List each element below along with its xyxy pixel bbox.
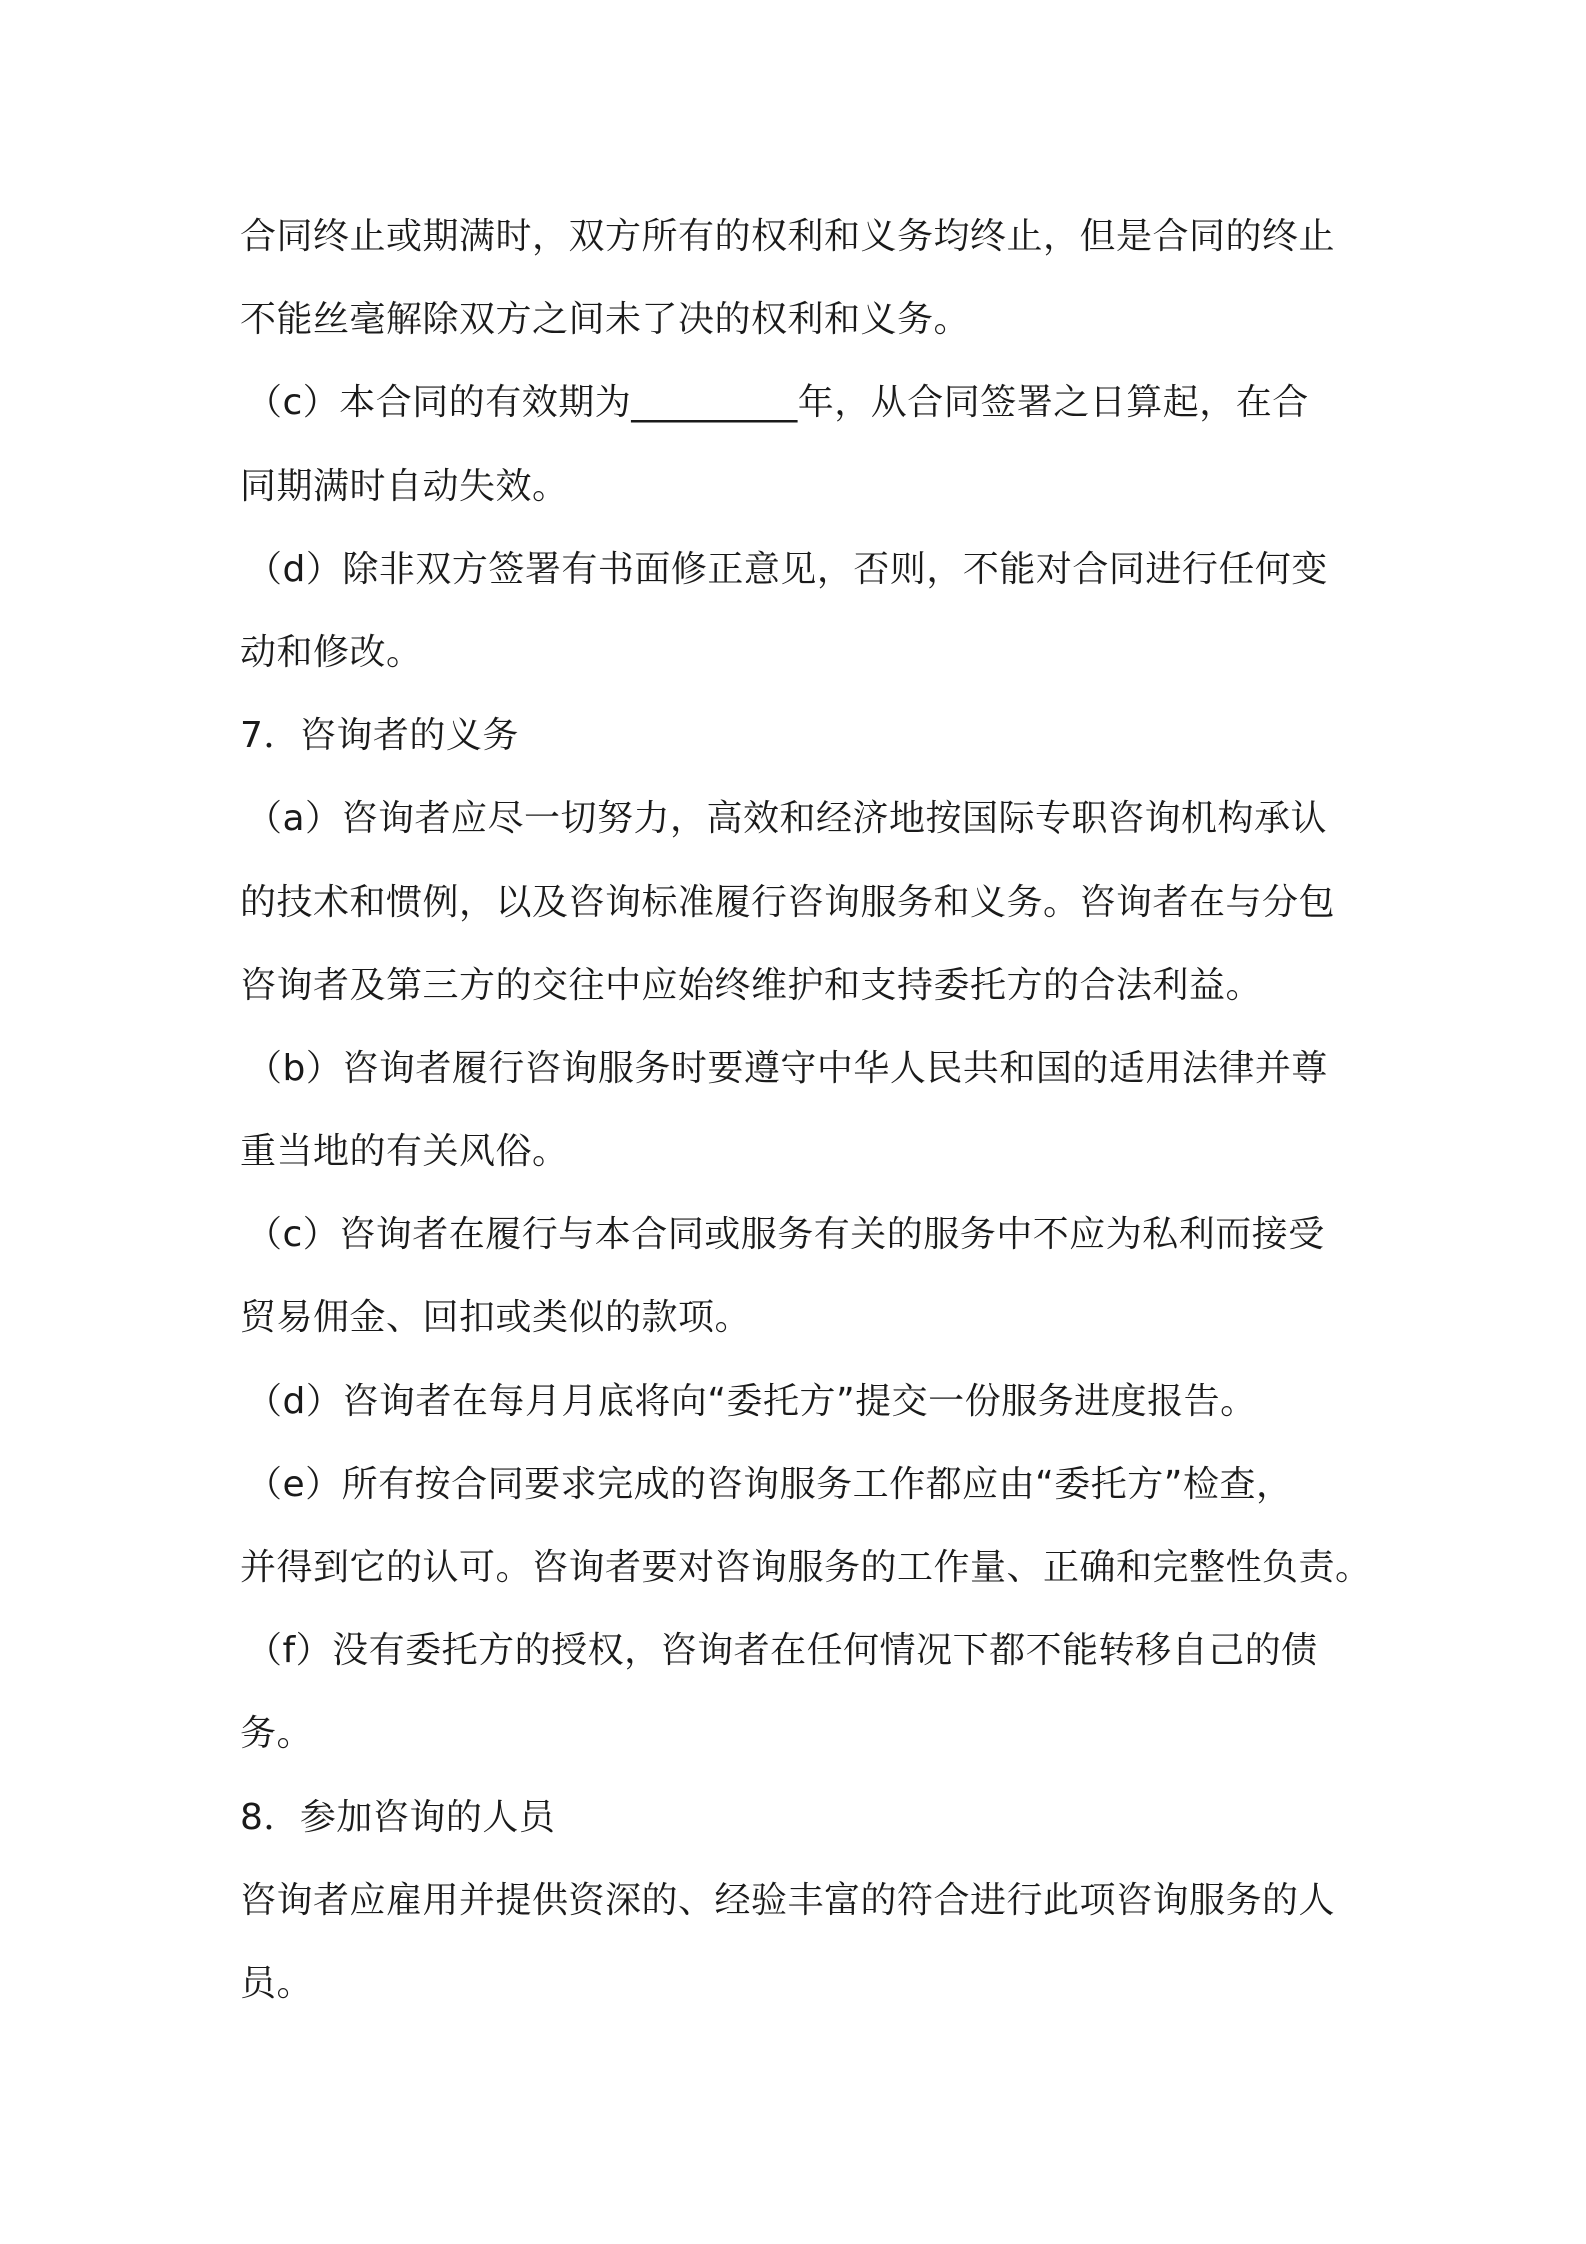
paragraph-line: 重当地的有关风俗。 bbox=[240, 1131, 569, 1173]
section-heading-7: 7．咨询者的义务 bbox=[240, 715, 519, 757]
paragraph-line: 合同终止或期满时，双方所有的权利和义务均终止，但是合同的终止 bbox=[240, 216, 1336, 257]
document-page bbox=[240, 195, 1372, 2025]
clause-d-line: （d）咨询者在每月月底将向“委托方”提交一份服务进度报告。 bbox=[246, 1380, 1257, 1422]
clause-c-line: （c）本合同的有效期为_________年，从合同签署之日算起，在合 bbox=[246, 382, 1309, 424]
paragraph-line: 并得到它的认可。咨询者要对咨询服务的工作量、正确和完整性负责。 bbox=[240, 1547, 1372, 1588]
paragraph-line: 咨询者应雇用并提供资深的、经验丰富的符合进行此项咨询服务的人 bbox=[240, 1879, 1336, 1921]
clause-f-line: （f）没有委托方的授权，咨询者在任何情况下都不能转移自己的债 bbox=[246, 1630, 1318, 1672]
paragraph-line: 同期满时自动失效。 bbox=[240, 465, 569, 507]
paragraph-line: 动和修改。 bbox=[240, 631, 423, 673]
paragraph-line: 的技术和惯例，以及咨询标准履行咨询服务和义务。咨询者在与分包 bbox=[240, 881, 1336, 923]
paragraph-line: 务。 bbox=[240, 1713, 314, 1755]
paragraph-line: 咨询者及第三方的交往中应始终维护和支持委托方的合法利益。 bbox=[240, 964, 1263, 1006]
clause-d-line: （d）除非双方签署有书面修正意见，否则，不能对合同进行任何变 bbox=[246, 548, 1328, 590]
clause-e-line: （e）所有按合同要求完成的咨询服务工作都应由“委托方”检查， bbox=[246, 1463, 1293, 1505]
paragraph-line: 不能丝毫解除双方之间未了决的权利和义务。 bbox=[240, 299, 971, 341]
section-heading-8: 8．参加咨询的人员 bbox=[240, 1796, 556, 1838]
paragraph-line: 员。 bbox=[240, 1962, 314, 2004]
clause-a-line: （a）咨询者应尽一切努力，高效和经济地按国际专职咨询机构承认 bbox=[246, 798, 1328, 840]
clause-b-line: （b）咨询者履行咨询服务时要遵守中华人民共和国的适用法律并尊 bbox=[246, 1047, 1328, 1089]
clause-c-line: （c）咨询者在履行与本合同或服务有关的服务中不应为私利而接受 bbox=[246, 1214, 1325, 1256]
paragraph-line: 贸易佣金、回扣或类似的款项。 bbox=[240, 1297, 752, 1339]
